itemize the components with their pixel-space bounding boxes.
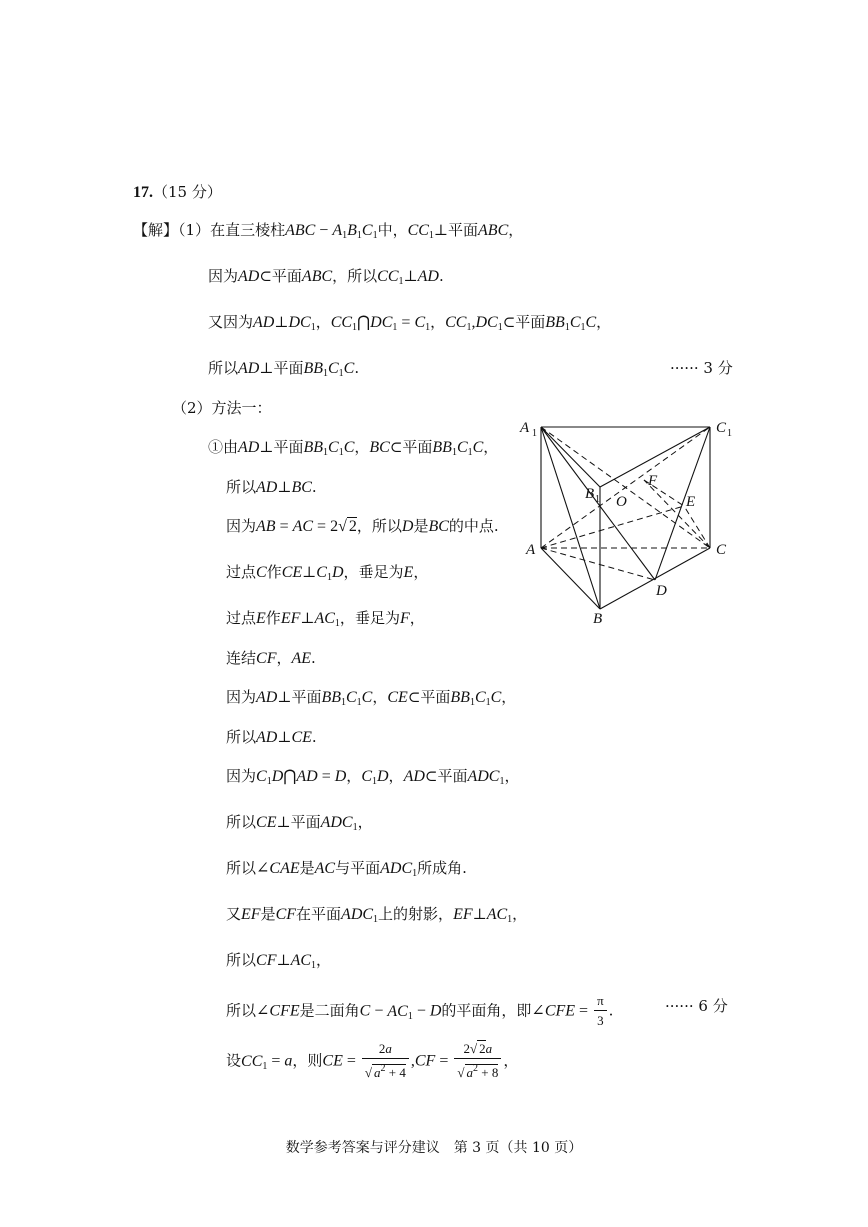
- score-6: ······ 6 分: [665, 997, 728, 1015]
- cf-fraction: $\frac{2√ 2a}{√ a^2 + 8}$: [454, 1040, 501, 1083]
- solution-tag: 【解】: [133, 221, 179, 239]
- svg-text:1: 1: [595, 494, 600, 505]
- step-15: 设$CC_1 = a$，则CE = $\frac{2a}{√ a^2 + 4}$ ,CF = $\frac{2√ 2a}{√ a^2 + 8}$ ，: [226, 1040, 518, 1083]
- label-C1: C: [716, 420, 727, 436]
- step-12: 又EF是CF在平面$ADC_1$上的射影，$EF\perp AC_1$，: [226, 905, 528, 925]
- label-E: E: [686, 494, 696, 510]
- step-14: 所以∠CFE是二面角$C - AC_1 - D$的平面角，即∠CFE = $\frac{\pi}{3}$ .: [226, 992, 613, 1031]
- label-C: C: [716, 542, 727, 558]
- step-11: 所以∠CAE是AC与平面$ADC_1$所成角.: [226, 859, 467, 879]
- score-3: ······ 3 分: [670, 359, 733, 377]
- step-5: 过点E作$EF\perp AC_1$，垂足为F，: [226, 609, 425, 629]
- problem-points: （15 分）: [153, 183, 222, 201]
- ce-fraction: $\frac{2a}{√ a^2 + 4}$: [362, 1040, 409, 1083]
- problem-number: 17.: [133, 184, 153, 201]
- svg-text:1: 1: [727, 428, 732, 439]
- pi-over-3: $\frac{\pi}{3}$: [594, 992, 607, 1031]
- part2-header: （2）方法一：: [172, 399, 272, 417]
- svg-text:1: 1: [532, 428, 537, 439]
- label-B: B: [593, 611, 603, 627]
- solution-line-2: 因为AD⊂平面ABC，所以$CC_1\perp AD$.: [208, 267, 444, 287]
- step-13: 所以$CF\perp AC_1$，: [226, 951, 332, 971]
- solution-line-1: 【解】（1）在直三棱柱ABC − $A_1B_1C_1$中，$CC_1\perp$平面ABC，: [133, 221, 524, 241]
- step-4: 过点C作$CE\perp C_1D$，垂足为E，: [226, 563, 429, 583]
- step-9: 因为$C_1D⋂AD = D$，$C_1D$，AD⊂平面$ADC_1$，: [226, 767, 520, 787]
- solution-line-3: 又因为$AD\perp DC_1$，$CC_1⋂DC_1 = C_1$，$CC_1,DC_1\subset$平面$BB_1C_1C$，: [208, 313, 612, 333]
- page-footer: 数学参考答案与评分建议 第 3 页（共 10 页）: [285, 1140, 583, 1156]
- label-A: A: [526, 542, 536, 558]
- label-F: F: [648, 473, 658, 489]
- step-7: 因为AD⊥平面$BB_1C_1C$，CE⊂平面$BB_1C_1C$，: [226, 688, 517, 708]
- problem-header: [133, 182, 222, 203]
- label-B1: B: [585, 486, 595, 502]
- step-1: ①由AD⊥平面$BB_1C_1C$，BC⊂平面$BB_1C_1C$，: [208, 438, 499, 458]
- step-10: 所以CE⊥平面$ADC_1$，: [226, 813, 373, 833]
- solution-line-4: 所以AD⊥平面$BB_1C_1C$.: [208, 359, 360, 379]
- step-8: 所以AD⊥CE.: [226, 728, 317, 746]
- step-3: 因为AB = AC = 2√ 2，所以D是BC的中点.: [226, 517, 499, 535]
- step-2: 所以AD⊥BC.: [226, 478, 317, 496]
- label-A1: A: [520, 420, 530, 436]
- label-O: O: [616, 494, 627, 510]
- step-6: 连结CF，AE.: [226, 649, 316, 667]
- label-D: D: [656, 583, 667, 599]
